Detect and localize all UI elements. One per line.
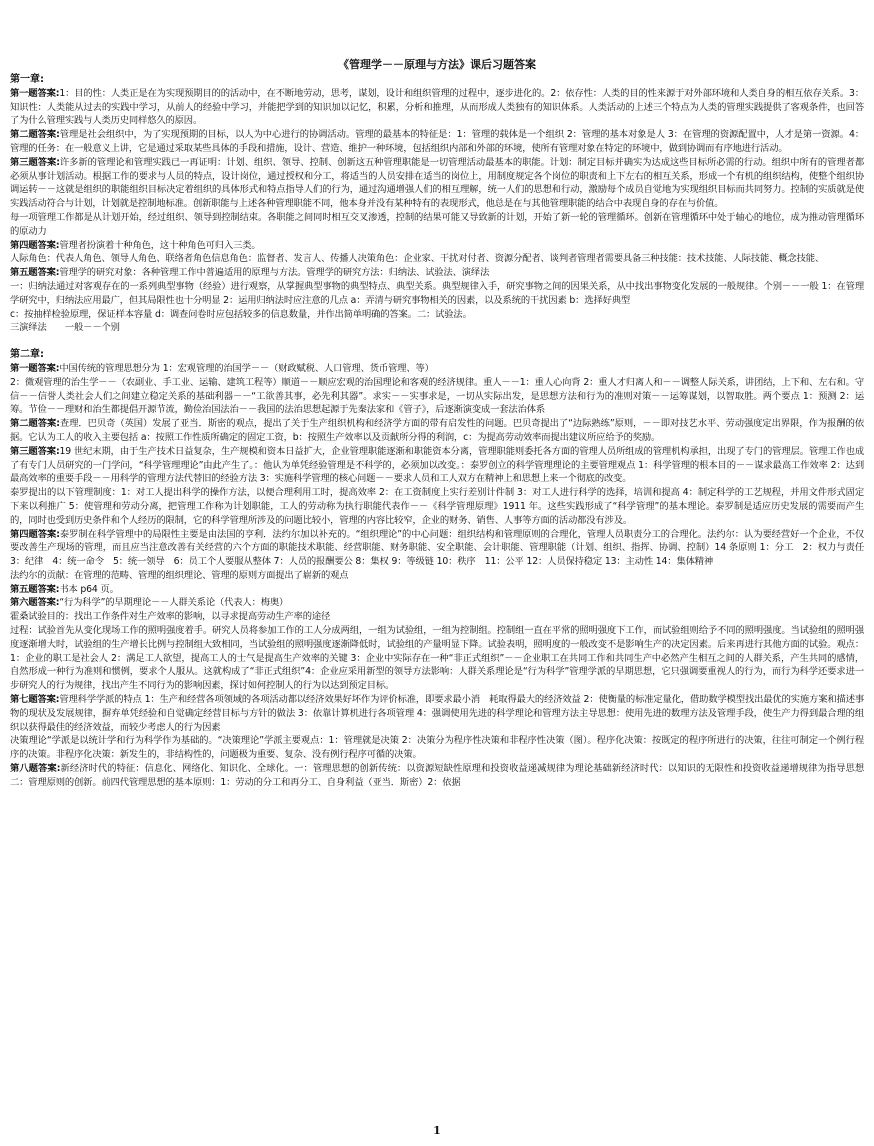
answer-paragraph bbox=[10, 610, 864, 624]
answer-paragraph bbox=[10, 280, 864, 308]
answer-label: 第六题答案: bbox=[10, 597, 60, 609]
answer-paragraph bbox=[10, 239, 864, 253]
answer-label: 第四题答案: bbox=[10, 239, 60, 251]
answer-text: 书本 p64 页。 bbox=[59, 583, 119, 595]
answer-text: 查理．巴贝奇（英国）发展了亚当．斯密的观点，提出了关于生产组织机构和经济学方面的带有启发性的问题。巴贝奇提出了“边际熟练”原则，－－即对技艺水平、劳动强度定出界限，作为报酬的依据。它认为工人的收入主要包括 a：按照工作性质所确定的固定工资，b：按照生产效率以及贡献所分得的利润，c：为提高劳动效率而提出建议所应给予的奖励。 bbox=[10, 418, 864, 443]
chapter-2-heading: 第二章: bbox=[10, 349, 44, 361]
answer-label: 第五题答案: bbox=[10, 583, 60, 595]
answer-label: 第二题答案: bbox=[10, 129, 60, 141]
answer-text: 泰罗制在科学管理中的局限性主要是由法国的亨利．法约尔加以补充的。“组织理论”的中心问题：组织结构和管理原则的合理化，管理人员职责分工的合理化。法约尔：认为要经营好一个企业，不仅要改善生产现场的管理，而且应当注意改善有关经营的六个方面的职能技术职能、经营职能、财务职能、安全职能、会计职能、管理职能（计划、组织、指挥、协调、控制）14 条原则 1：分工 2：权力与责任 3：纪律 4：统一命令 5：统一领导 6：员工个人要服从整体 7：人员的报酬要公 8：集权 9：等级链 10：秩序 11：公平 12：人员保持稳定 13：主动性 14：集体精神 bbox=[10, 528, 874, 568]
answer-text: 许多新的管理论和管理实践已一再证明：计划、组织、领导、控制、创新这五种管理职能是一切管理活动最基本的职能。计划：制定目标并确实为达成这些目标所必需的行动。组织中所有的管理者都必须从事计划活动。根据工作的要求与人员的特点，设计岗位，通过授权和分工，将适当的人员安排在适当的岗位上，用制度规定各个岗位的职责和上下左右的相互关系，形成一个有机的组织结构，使整个组织协调运转－－这就是组织的职能组织目标决定着组织的具体形式和特点指导人们的行为，通过沟通增强人们的相互理解，统一人们的思想和行动，激励每个成员自觉地为实现组织目标而共同努力。控制的实质就是使实践活动符合与计划，计划就是控制地标准。创新职能与上述各种管理职能不同，他本身并没有某种特有的表现形式，他总是在与其他管理职能的结合中表现自身的存在与价值。 bbox=[10, 156, 864, 210]
answer-label: 第四题答案: bbox=[10, 528, 60, 540]
answer-text: 三演绎法 一般－－个别 bbox=[10, 322, 120, 334]
answer-paragraph bbox=[10, 362, 864, 376]
answer-paragraph bbox=[10, 87, 864, 128]
answer-paragraph bbox=[10, 583, 864, 597]
answer-label: 第二题答案: bbox=[10, 418, 60, 430]
chapter-2-section bbox=[10, 348, 874, 790]
answer-text: 过程：试验首先从变化现场工作的照明强度着手。研究人员将参加工作的工人分成两组，一组为试验组，一组为控制组。控制组一直在平常的照明强度下工作，而试验组则给予不同的照明强度。当试验组的照明强度逐渐增大时，试验组的生产增长比例与控制组大致相同，当试验组的照明强度逐渐降低时，试验组的产量明显下降。试验表明，照明度的一般改变不是影响生产的决定因素。后来再进行其他方面的试验。观点：1：企业的职工是社会人 2：满足工人欲望，提高工人的士气是提高生产效率的关键 3：企业中实际存在一种“非正式组织”－－企业职工在共同工作和共同生产中必然产生相互之间的人群关系，产生共同的感情，自然形成一种行为准则和惯例，要求个人服从。这就构成了“非正式组织”4：企业应采用新型的领导方法影响：人群关系理论是“行为科学”管理学派的早期思想，它只强调要重视人的行为，而行为科学还要求进一步研究人的行为规律，找出产生不同行为的影响因素，探讨如何控制人的行为以达到预定目标。 bbox=[10, 625, 864, 692]
chapter-1-heading: 第一章: bbox=[10, 74, 44, 85]
chapter-1-section bbox=[10, 73, 864, 335]
answer-text: 19 世纪末期，由于生产技术日益复杂，生产规模和资本日益扩大，企业管理职能逐渐和职能资本分离，管理职能则委托各方面的管理人员所组成的管理机构承担，出现了专门的管理层。管理工作也成了有专门人员研究的一门学问，“科学管理理论”由此产生了。：他认为单凭经验管理是不科学的，必须加以改变。：泰罗创立的科学管理理论的主要管理观点 1：科学管理的根本目的－－谋求最高工作效率 2：达到最高效率的重要手段－－用科学的管理方法代替旧的经验方法 3：实施科学管理的核心问题－－要求人员和工人双方在精神上和思想上来一个彻底的改变。 bbox=[10, 445, 864, 485]
answer-text: c：按抽样检验原理，保证样本容量 d：调查问卷时应包括较多的信息数量，并作出简单明确的答案。二：试验法。 bbox=[10, 308, 472, 320]
answer-text: 1：目的性：人类正是在为实现预期目的的活动中，在不断地劳动，思考，谋划，设计和组织管理的过程中，逐步进化的。2：依存性：人类的目的性来源于对外部环境和人类自身的相互依存关系。3：知识性：人类能从过去的实践中学习，从前人的经验中学习，并能把学到的知识加以记忆，积累，分析和推理，从而形成人类独有的知识体系。人类活动的上述三个特点为人类的管理实践提供了客观条件，也回答了为什么管理实践与人类历史同样悠久的原因。 bbox=[10, 87, 864, 127]
answer-paragraph bbox=[10, 693, 864, 734]
answer-paragraph bbox=[10, 376, 864, 417]
document-title: 《管理学－－原理与方法》课后习题答案 bbox=[338, 58, 536, 71]
answer-paragraph bbox=[10, 486, 864, 527]
answer-text: 法约尔的贡献：在管理的范畴、管理的组织理论、管理的原则方面提出了崭新的观点 bbox=[10, 569, 349, 581]
answer-text: 霍桑试验目的：找出工作条件对生产效率的影响，以寻求提高劳动生产率的途径 bbox=[10, 611, 331, 623]
answer-paragraph bbox=[10, 252, 864, 266]
answer-paragraph bbox=[10, 128, 864, 156]
answer-label: 第七题答案: bbox=[10, 694, 60, 706]
answer-label: 第三题答案: bbox=[10, 156, 60, 168]
answer-text: 决策理论“学派是以统计学和行为科学作为基础的。“决策理论”学派主要观点：1：管理就是决策 2：决策分为程序性决策和非程序性决策（图）。程序化决策：按既定的程序所进行的决策，往往可制定一个例行程序的决策。非程序化决策：新发生的，非结构性的，问题极为重要、复杂、没有例行程序可循的决策。 bbox=[10, 735, 864, 761]
answer-label: 第五题答案: bbox=[10, 267, 60, 279]
answer-label: 第三题答案: bbox=[10, 445, 60, 457]
answer-text: 中国传统的管理思想分为 1：宏观管理的治国学－－（财政赋税、人口管理、货币管理、等） bbox=[59, 362, 434, 374]
answer-paragraph bbox=[10, 596, 864, 610]
answer-paragraph bbox=[10, 445, 864, 486]
answer-paragraph bbox=[10, 417, 864, 445]
answer-paragraph bbox=[10, 308, 864, 322]
answer-text: 管理科学学派的特点 1：生产和经营各项领域的各项活动都以经济效果好坏作为评价标准，即要求最小消 耗取得最大的经济效益 2：使衡量的标准定量化，借助数学模型找出最优的实施方案和描述事物的现状及发展规律，摒弃单凭经验和自觉确定经营目标与方针的做法 3：依靠计算机进行各项管理 4：强调使用先进的科学理论和管理方法主导思想：使用先进的数理方法及管理手段，使生产力得到最合理的组织以获得最佳的经济效益，而较少考虑人的行为因素 bbox=[10, 694, 864, 733]
chapter-gap bbox=[10, 335, 864, 348]
document-page bbox=[10, 58, 874, 790]
answer-text: 人际角色：代表人角色、领导人角色、联络者角色信息角色：监督者、发言人、传播人决策角色：企业家、干扰对付者、资源分配者、谈判者管理者需要具备三种技能：技术技能、人际技能、概念技能、 bbox=[10, 253, 825, 265]
answer-text: 管理学的研究对象：各种管理工作中普遍适用的原理与方法。管理学的研究方法：归纳法、试验法、演绎法 bbox=[59, 267, 490, 279]
answer-text: 每一项管理工作都是从计划开始，经过组织、领导到控制结束。各职能之间同时相互交叉渗透，控制的结果可能又导致新的计划，开始了新一轮的管理循环。创新在管理循环中处于轴心的地位，成为推动管理循环的原动力 bbox=[10, 211, 864, 237]
answer-paragraph bbox=[10, 624, 864, 693]
answer-text: 新经济时代的特征：信息化、网络化、知识化、全球化。一：管理思想的创新传统：以资源短缺性原理和投资收益递减规律为理论基础新经济时代：以知识的无限性和投资收益递增规律为指导思想二：管理原则的创新。前四代管理思想的基本原则：1：劳动的分工和再分工、自身利益（亚当．斯密）2：依据 bbox=[10, 763, 864, 788]
answer-paragraph bbox=[10, 156, 864, 211]
answer-text: 一：归纳法通过对客观存在的一系列典型事物（经验）进行观察，从掌握典型事物的典型特点、典型关系。典型规律入手，研究事物之间的因果关系，从中找出事物变化发展的一般规律。个别－－一般 1：在管理学研究中，归纳法应用最广，但其局限性也十分明显 2：运用归纳法时应注意的几点 a：弄清与研究事物相关的因素，以及系统的干扰因素 b：选择好典型 bbox=[10, 280, 864, 306]
answer-label: 第一题答案: bbox=[10, 362, 60, 374]
answer-text: 泰罗提出的以下管理制度：1：对工人提出科学的操作方法，以便合理利用工时，提高效率 2：在工资制度上实行差别计件制 3：对工人进行科学的选择，培训和提高 4：制定科学的工艺规程，并用文件形式固定下来以利推广 5：使管理和劳动分离，把管理工作称为计划职能，工人的劳动称为执行职能代表作－－《科学管理原理》1911 年。这些实践形成了“科学管理”的基本理论。泰罗制是适应历史发展的需要而产生的，同时也受到历史条件和个人经历的限制，它的科学管理所涉及的问题比较小，管理的内容比较窄，企业的财务、销售、人事等方面的活动都没有涉及。 bbox=[10, 487, 864, 526]
answer-paragraph bbox=[10, 211, 864, 239]
answer-text: 2：微观管理的治生学－－（农副业、手工业、运输、建筑工程等）顺道－－顺应宏观的治国理论和客观的经济规律。重人－－1：重人心向背 2：重人才归离人和－－调整人际关系，讲团结，上下和、左右和。守信－－信誉人类社会人们之间建立稳定关系的基础利器－－“工欲善其事，必先利其器”。求实－－实事求是，一切从实际出发，是思想方法和行为的准则对策－－运筹谋划，以智取胜。两个要点 1：预测 2：运筹。节俭－－理财和治生都提倡开源节流，勤俭治国法治－－我国的法治思想起源于先秦法家和《管子》，后逐渐演变成一套法治体系 bbox=[10, 376, 864, 416]
answer-paragraph bbox=[10, 569, 864, 583]
answer-label: 第一题答案: bbox=[10, 87, 60, 99]
answer-paragraph bbox=[10, 528, 874, 569]
answer-paragraph bbox=[10, 266, 864, 280]
answer-paragraph bbox=[10, 321, 864, 335]
answer-text: 管理是社会组织中，为了实现预期的目标，以人为中心进行的协调活动。管理的最基本的特征是：1：管理的载体是一个组织 2：管理的基本对象是人 3：在管理的资源配置中，人才是第一资源。4：管理的任务：在一般意义上讲，它是通过采取某些具体的手段和措施，设计、营造、维护一种环境，包括组织内部和外部的环境，使所有管理对象在特定的环境中，做到协调而有序地进行活动。 bbox=[10, 129, 864, 154]
answer-paragraph bbox=[10, 762, 864, 790]
answer-paragraph bbox=[10, 734, 864, 762]
answer-text: 管理者扮演着十种角色，这十种角色可归入三类。 bbox=[59, 239, 261, 251]
page-number: 1 bbox=[433, 1124, 441, 1137]
answer-label: 第八题答案: bbox=[10, 763, 61, 775]
answer-text: “行为科学”的早期理论－－人群关系论（代表人：梅奥） bbox=[59, 597, 289, 609]
